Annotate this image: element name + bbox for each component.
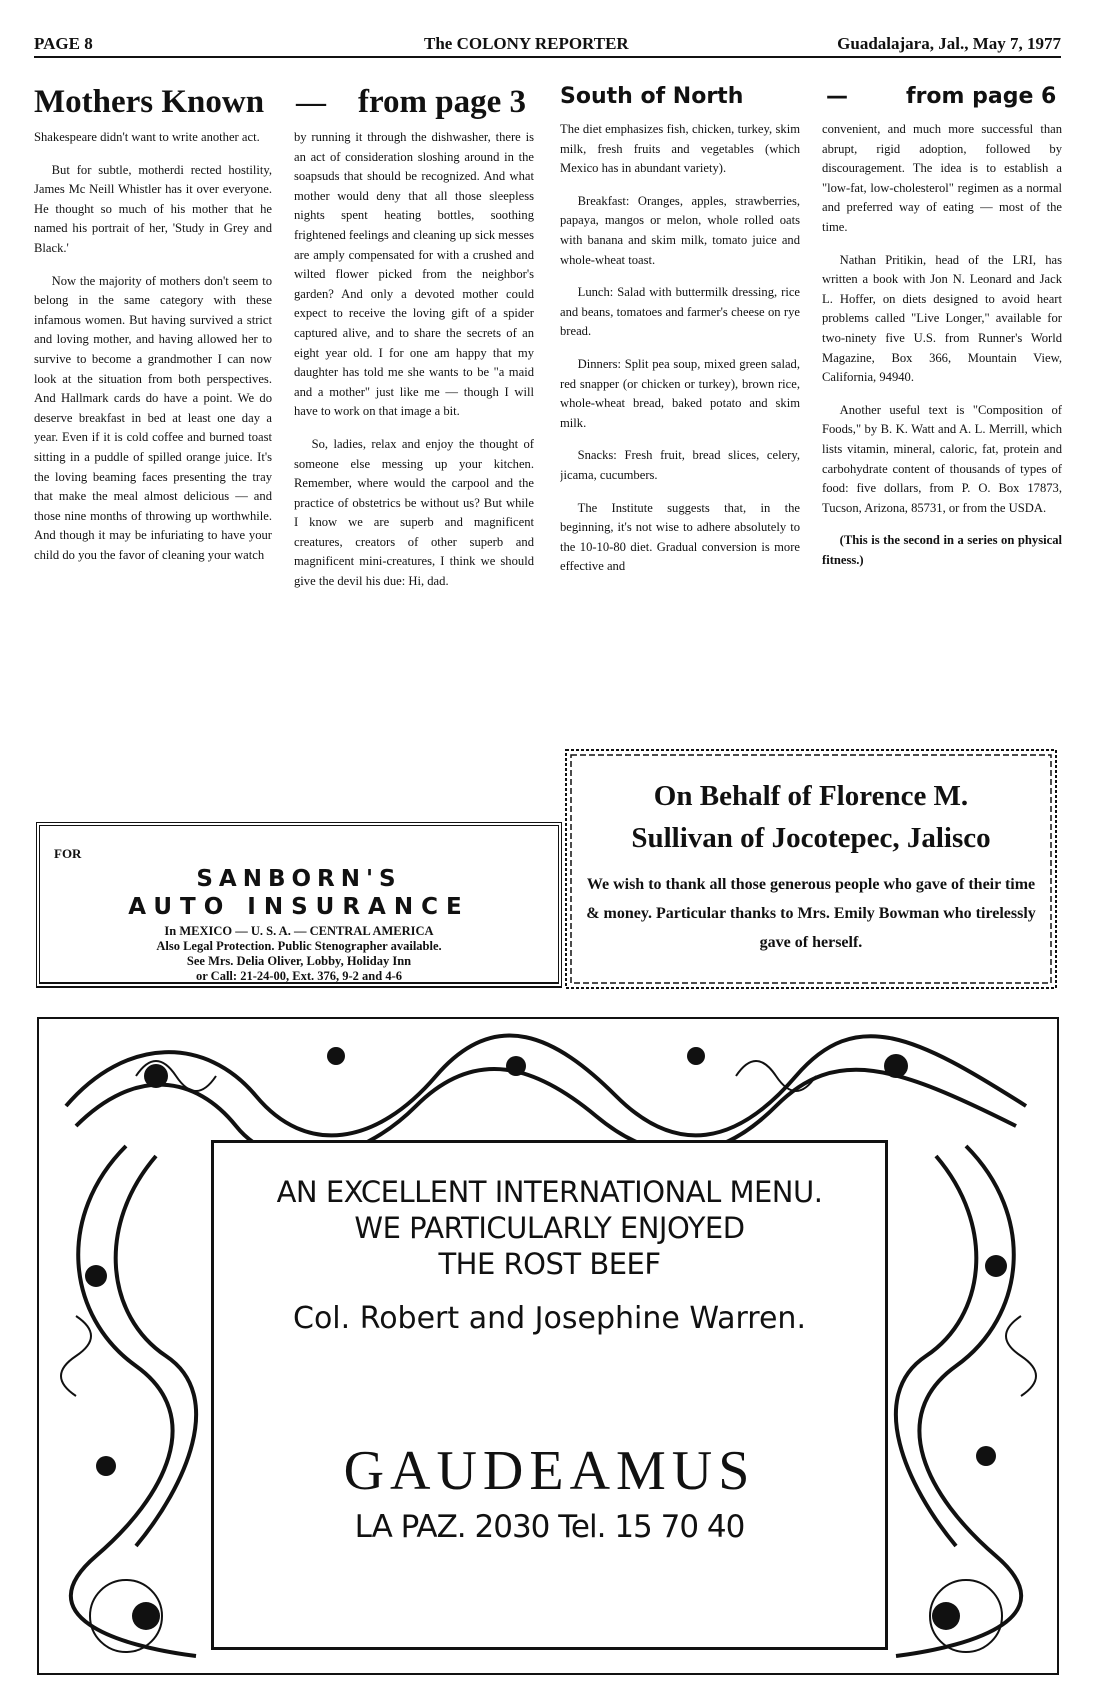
paragraph: by running it through the dishwasher, there is an act of consideration sloshing around in the soapsuds that should be recognized. And what mother would deny that all those sleepless nights spent heating bottles, soothing frightened feelings and cleaning up sick messes are amply compensated for with a crushed and wilted flower picked from the neighbor's garden? And only a devoted mother could expect to receive the loving gift of a spider captured alive, and to share the secrets of an eight year old. I for one am happy that my daughter has told me she wants to be "a maid and a mother" just like me — though I will have to work on that image a bit. xyxy=(294,130,534,419)
article2-title-dash: — xyxy=(826,84,848,109)
masthead xyxy=(34,30,1061,58)
article-title-mothers-known: Mothers Known xyxy=(34,84,265,120)
article2-column2 xyxy=(822,120,1062,730)
paragraph: Breakfast: Oranges, apples, strawberries, papaya, mangos or melon, whole rolled oats with banana and skim milk, tomato juice and whole-wheat toast. xyxy=(560,193,800,267)
paper-name: The COLONY REPORTER xyxy=(424,34,629,53)
page-number: PAGE 8 xyxy=(34,34,93,53)
notice-body: We wish to thank all those generous people who gave of their time & money. Particular thanks to Mrs. Emily Bowman who tirelessly gave of herself. xyxy=(586,876,1036,951)
ad-extra-services: Also Legal Protection. Public Stenographer available. xyxy=(156,939,442,953)
article-title-south-of-north: South of North xyxy=(560,84,744,109)
paragraph: Now the majority of mothers don't seem to belong in the same category with these infamous women. But having survived a strict and loving mother, and having allowed her to survive to become a grandmother I can now look at the situation from both perspectives. And Hallmark cards do have a point. We do deserve breakfast in bed at least one day a year. Even if it is cold coffee and burned toast sitting in a puddle of spilled orange juice. It's the loving beaming faces presenting the tray that make the meal almost delicious — and those nine months of throwing up worthwhile. And though it may be infuriating to have your child do you the favor of cleaning your watch xyxy=(34,273,272,562)
paragraph: So, ladies, relax and enjoy the thought of someone else messing up your kitchen. Remember, where would the carpool and the practice of obstetrics be without us? But while I know we are superb and magnificent creatures, creators of other superb and magnificent mini-creatures, I think we should give the devil his due: Hi, dad. xyxy=(294,436,534,589)
testimonial-line3: THE ROST BEEF xyxy=(438,1247,661,1281)
ad-contact-person: See Mrs. Delia Oliver, Lobby, Holiday Inn xyxy=(186,954,412,968)
article-title-dash: — xyxy=(296,86,326,119)
ad-service: AUTO INSURANCE xyxy=(128,894,470,920)
article2-column1 xyxy=(560,120,800,730)
series-note: (This is the second in a series on physical fitness.) xyxy=(822,533,1062,567)
gaudeamus-ad xyxy=(36,1016,1060,1676)
paragraph: Nathan Pritikin, head of the LRI, has written a book with Jon N. Leonard and Jack L. Hoffer, on diets designed to avoid heart problems called "Live Longer," available for two-ninety five U.S. from Runner's World Magazine, Box 366, Mountain View, California, 94940. xyxy=(822,252,1062,385)
sanborns-ad xyxy=(36,822,562,988)
article2-jump-line: from page 6 xyxy=(906,84,1057,109)
dateline: Guadalajara, Jal., May 7, 1977 xyxy=(837,34,1061,53)
ad-phone: or Call: 21-24-00, Ext. 376, 9-2 and 4-6 xyxy=(195,969,402,983)
notice-heading-line2: Sullivan of Jocotepec, Jalisco xyxy=(631,822,991,854)
article1-column1 xyxy=(34,128,272,816)
ad-coverage: In MEXICO — U. S. A. — CENTRAL AMERICA xyxy=(164,924,434,938)
testimonial-line2: WE PARTICULARLY ENJOYED xyxy=(354,1211,745,1245)
paragraph: The Institute suggests that, in the beginning, it's not wise to adhere absolutely to the 10-10-80 diet. Gradual conversion is more effective and xyxy=(560,500,800,574)
restaurant-address: LA PAZ. 2030 Tel. 15 70 40 xyxy=(354,1509,745,1545)
testimonial-line1: AN EXCELLENT INTERNATIONAL MENU. xyxy=(276,1175,823,1209)
paragraph: Shakespeare didn't want to write another act. xyxy=(34,130,260,144)
thank-you-notice xyxy=(560,744,1062,994)
paragraph: Dinners: Split pea soup, mixed green salad, red snapper (or chicken or turkey), brown rice, whole-wheat bread, baked potato and skim milk. xyxy=(560,356,800,430)
paragraph: Snacks: Fresh fruit, bread slices, celery, jicama, cucumbers. xyxy=(560,448,800,482)
paragraph: convenient, and much more successful than abrupt, rigid adoption, followed by discouragement. The idea is to establish a "low-fat, low-cholesterol" regimen as a normal and preferred way of eating — most of the time. xyxy=(822,122,1062,234)
paragraph: Lunch: Salad with buttermilk dressing, rice and beans, tomatoes and farmer's cheese on rye bread. xyxy=(560,285,800,339)
notice-heading-line1: On Behalf of Florence M. xyxy=(653,780,969,812)
paragraph: But for subtle, motherdi rected hostility, James Mc Neill Whistler has it over everyone. He thought so much of his mother that he named his portrait of her, 'Study in Grey and Black.' xyxy=(34,162,272,255)
testimonial-signature: Col. Robert and Josephine Warren. xyxy=(293,1301,806,1336)
paragraph: Another useful text is "Composition of Foods," by B. K. Watt and A. L. Merrill, which lists vitamin, mineral, caloric, fat, protein and carbohydrate content of thousands of types of food: five dollars, from P. O. Box 17873, Tucson, Arizona, 85731, or from the USDA. xyxy=(822,402,1062,515)
ad-message-panel xyxy=(211,1140,888,1650)
ad-company-name: SANBORN'S xyxy=(196,866,402,892)
ad-for-label: FOR xyxy=(54,846,82,861)
article-jump-line: from page 3 xyxy=(358,84,527,120)
restaurant-name: GAUDEAMUS xyxy=(343,1440,756,1502)
paragraph: The diet emphasizes fish, chicken, turkey, skim milk, fresh fruits and vegetables (which Mexico has in abundant variety). xyxy=(560,122,800,176)
article1-column2 xyxy=(294,128,534,816)
